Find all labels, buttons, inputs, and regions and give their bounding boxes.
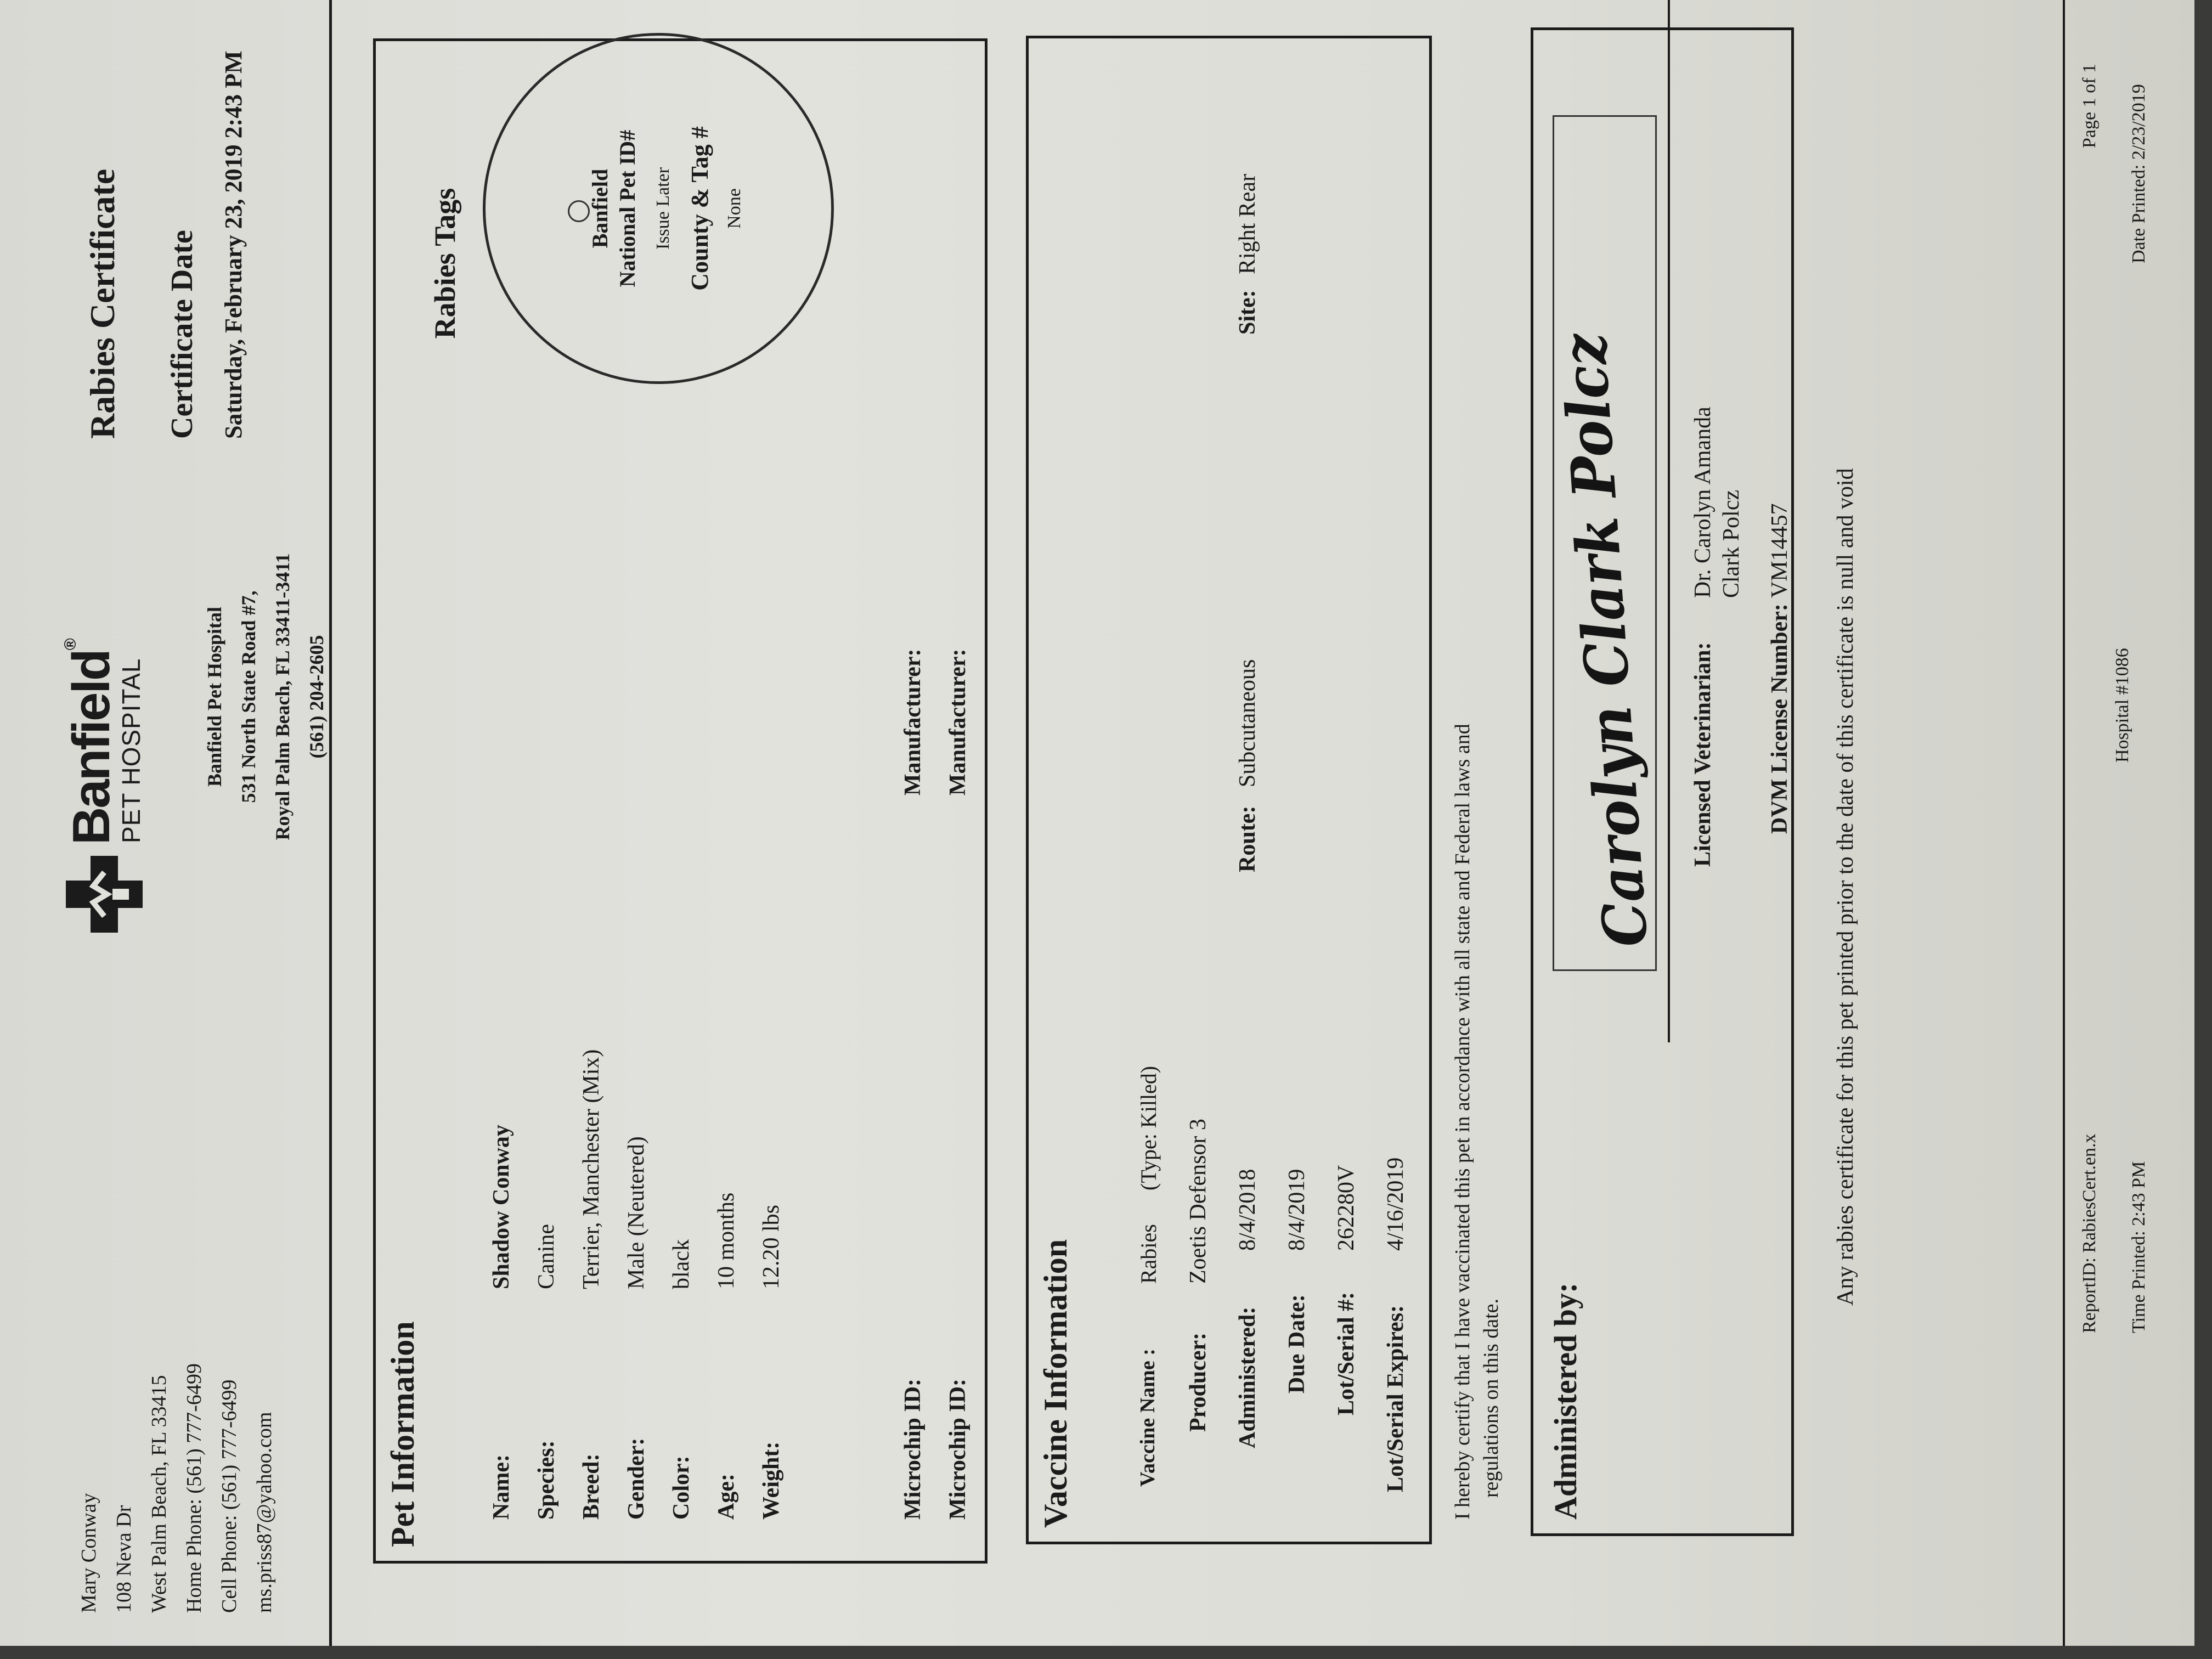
dvm-license-value: VM14457 [1767, 503, 1792, 598]
certificate-date: Saturday, February 23, 2019 2:43 PM [220, 50, 247, 439]
veterinarian-name-line-1: Dr. Carolyn Amanda [1690, 407, 1716, 598]
pet-species-label: Species: [534, 1440, 559, 1520]
manufacturer-label-1: Manufacturer: [900, 648, 926, 795]
clinic-phone: (561) 204-2605 [306, 635, 328, 759]
vaccine-name-value: Rabies [1136, 1224, 1161, 1284]
pet-breed-label: Breed: [579, 1453, 604, 1520]
veterinarian-signature [1547, 141, 1662, 953]
microchip-id-label-1: Microchip ID: [900, 1378, 926, 1520]
dvm-license-label: DVM License Number: [1767, 603, 1792, 834]
certification-line-2: regulations on this date. [1480, 1298, 1503, 1498]
administered-label: Administered: [1235, 1306, 1260, 1448]
pet-name-label: Name: [489, 1454, 514, 1520]
tag-county-label: County & Tag # [686, 126, 713, 291]
owner-info [71, 1363, 282, 1613]
vaccine-name-label: Vaccine Name : [1136, 1348, 1159, 1487]
due-date-value: 8/4/2019 [1284, 1169, 1310, 1251]
pet-weight-label: Weight: [759, 1441, 784, 1520]
signature-line [1668, 0, 1670, 1042]
pet-species-value: Canine [534, 1224, 559, 1289]
time-printed: Time Printed: 2:43 PM [2129, 1161, 2149, 1333]
lot-serial-label: Lot/Serial #: [1334, 1291, 1359, 1415]
vaccine-type-value: (Type: Killed) [1136, 1065, 1161, 1190]
hospital-number: Hospital #1086 [2112, 648, 2132, 763]
owner-email: ms.priss87@yahoo.com [253, 1412, 276, 1613]
certificate-date-label: Certificate Date [165, 230, 199, 439]
logo-subtitle: PET HOSPITAL [117, 658, 145, 843]
banfield-logo [61, 538, 148, 933]
producer-label: Producer: [1186, 1332, 1211, 1432]
site-label: Site: [1235, 290, 1260, 335]
owner-name: Mary Conway [77, 1493, 100, 1613]
pet-weight-value: 12.20 lbs [759, 1204, 784, 1289]
rabies-tags-title: Rabies Tags [428, 188, 461, 339]
logo-wordmark: Banfield® [61, 640, 121, 845]
pet-name-value: Shadow Conway [489, 1125, 514, 1289]
pet-color-value: black [669, 1239, 694, 1289]
route-label: Route: [1235, 805, 1260, 872]
lot-serial-expires-label: Lot/Serial Expires: [1383, 1305, 1408, 1492]
footer-divider [2063, 0, 2065, 1646]
administered-by-title: Administered by: [1548, 1282, 1583, 1520]
owner-cell-phone: Cell Phone: (561) 777-6499 [218, 1379, 241, 1613]
certification-line-1: I hereby certify that I have vaccinated this pet in accordance with all state and Federal laws and [1451, 724, 1474, 1520]
microchip-id-label-2: Microchip ID: [945, 1378, 970, 1520]
due-date-label: Due Date: [1284, 1294, 1310, 1393]
owner-street: 108 Neva Dr [112, 1505, 136, 1613]
date-printed: Date Printed: 2/23/2019 [2129, 84, 2149, 263]
lot-serial-value: 262280V [1334, 1165, 1359, 1251]
tag-clinic: Banfield [588, 168, 612, 249]
owner-city: West Palm Beach, FL 33415 [148, 1375, 171, 1613]
lot-serial-expires-value: 4/16/2019 [1383, 1157, 1408, 1251]
signature-box [1547, 115, 1662, 971]
tag-national-id-label: National Pet ID# [615, 129, 640, 287]
header-divider [329, 0, 332, 1646]
certificate-title: Rabies Certificate [83, 168, 122, 439]
route-value: Subcutaneous [1235, 659, 1260, 787]
pet-age-label: Age: [714, 1474, 739, 1520]
pet-gender-value: Male (Neutered) [624, 1136, 649, 1289]
licensed-veterinarian-label: Licensed Veterinarian: [1690, 642, 1716, 867]
null-and-void-notice: Any rabies certificate for this pet printed prior to the date of this certificate is null and void [1833, 468, 1858, 1306]
banfield-cross-icon [66, 856, 143, 933]
tag-hole-icon [568, 200, 590, 222]
administered-value: 8/4/2018 [1235, 1169, 1260, 1251]
manufacturer-label-2: Manufacturer: [945, 648, 970, 795]
certification-statement [1448, 38, 1505, 1520]
pet-breed-value: Terrier, Manchester (Mix) [579, 1049, 604, 1289]
vaccine-information-box [1026, 36, 1432, 1544]
pet-information-title: Pet Information [385, 1321, 421, 1547]
clinic-address [198, 488, 334, 905]
veterinarian-name-line-2: Clark Polcz [1719, 489, 1744, 598]
page-number: Page 1 of 1 [2079, 64, 2100, 148]
pet-gender-label: Gender: [624, 1437, 649, 1520]
report-id: ReportID: RabiesCert.en.x [2079, 1133, 2100, 1333]
tag-county-value: None [724, 188, 744, 229]
tag-national-id-value: Issue Later [653, 167, 673, 250]
owner-home-phone: Home Phone: (561) 777-6499 [183, 1363, 206, 1613]
pet-color-label: Color: [669, 1455, 694, 1520]
producer-value: Zoetis Defensor 3 [1186, 1119, 1211, 1284]
site-value: Right Rear [1235, 173, 1260, 274]
clinic-name: Banfield Pet Hospital [204, 607, 225, 787]
pet-age-value: 10 months [714, 1192, 739, 1289]
clinic-street: 531 North State Road #7, [238, 590, 259, 803]
clinic-city: Royal Palm Beach, FL 33411-3411 [272, 553, 294, 840]
svg-text:Carolyn Clark Polcz: Carolyn Clark Polcz [1547, 293, 1662, 949]
vaccine-information-title: Vaccine Information [1037, 1239, 1074, 1528]
